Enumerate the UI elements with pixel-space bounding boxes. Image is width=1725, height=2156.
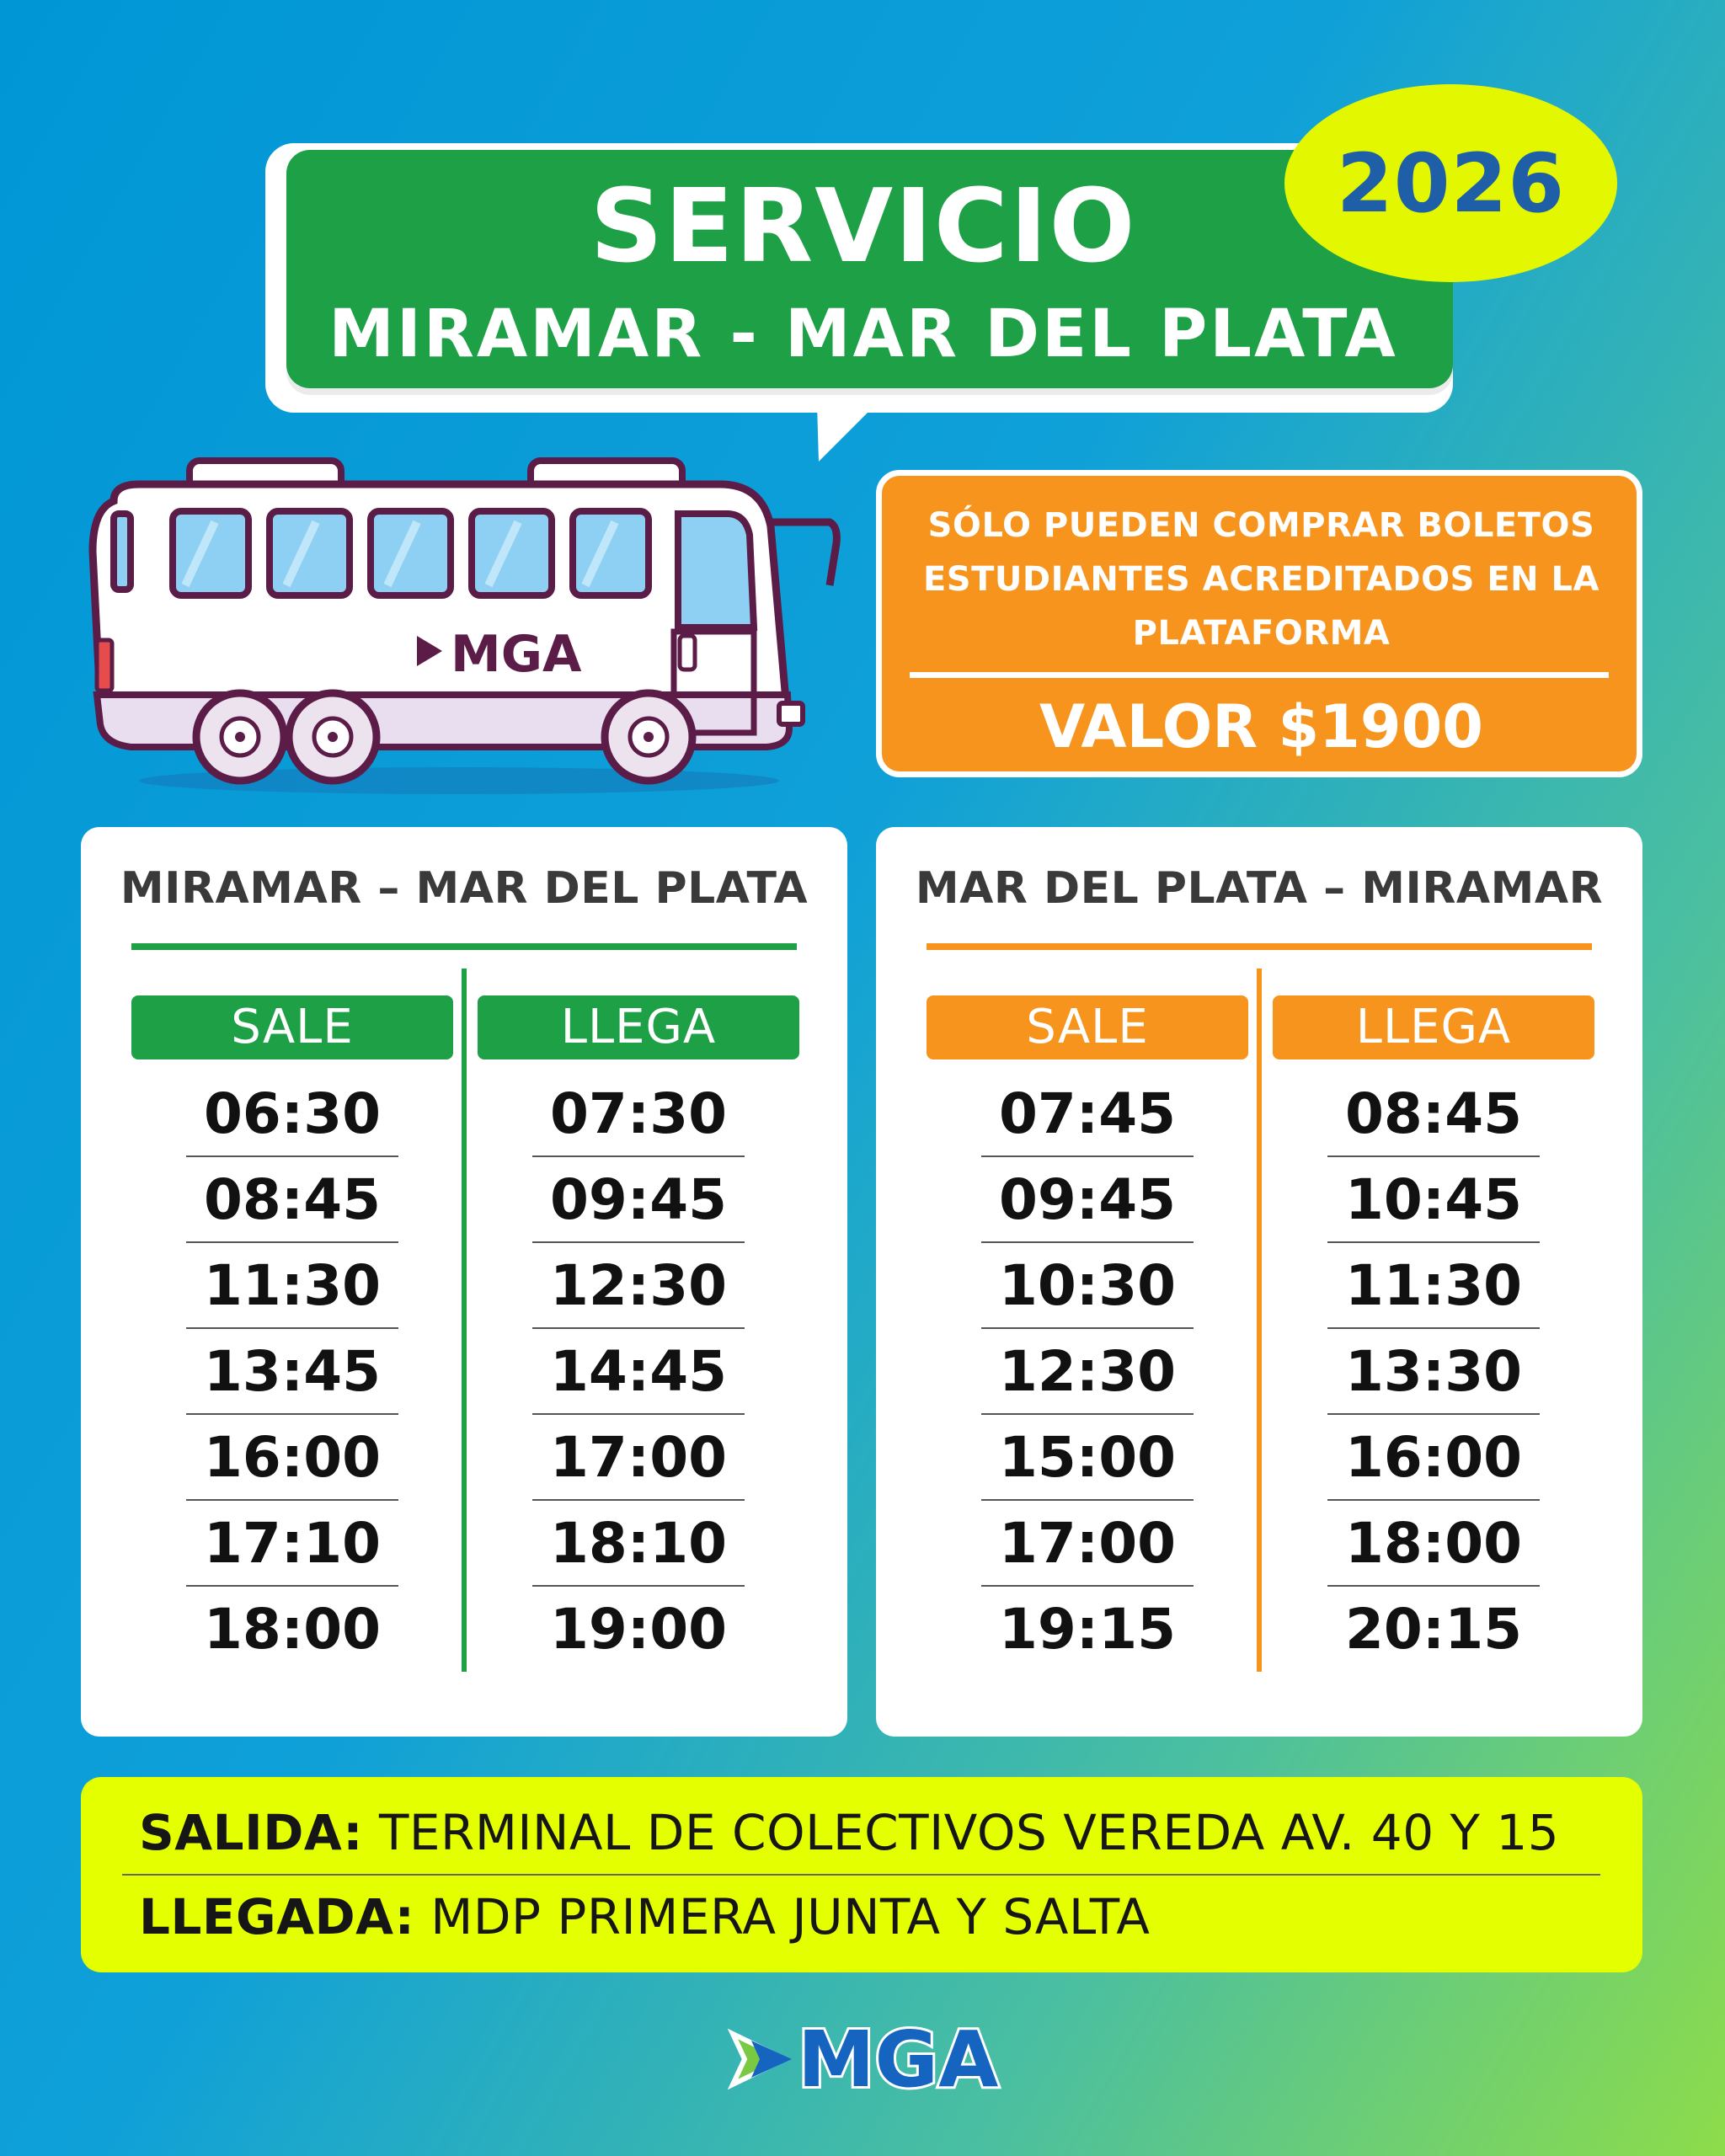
year-badge [1284, 84, 1617, 282]
departure-value: TERMINAL DE COLECTIVOS VEREDA AV. 40 Y 15 [363, 1804, 1560, 1861]
time-cell: 12:30 [532, 1243, 745, 1329]
time-cell: 09:45 [981, 1157, 1194, 1243]
locations-divider [122, 1874, 1600, 1876]
schedule-card-miramar-mdp [81, 827, 847, 1737]
time-cell: 08:45 [186, 1157, 398, 1243]
page-title: SERVICIO [590, 168, 1137, 286]
time-cell: 08:45 [1327, 1071, 1540, 1157]
time-cell: 13:30 [1327, 1329, 1540, 1415]
time-cell: 07:45 [981, 1071, 1194, 1157]
time-cell: 20:15 [1344, 1597, 1523, 1662]
departure-location [139, 1799, 1621, 1866]
bus-logo-text: MGA [451, 625, 582, 684]
time-cell: 06:30 [186, 1071, 398, 1157]
time-cell: 18:00 [203, 1597, 382, 1662]
arrival-label: LLEGADA: [139, 1888, 415, 1945]
column-divider [1257, 969, 1262, 1672]
time-cell: 19:15 [998, 1597, 1177, 1662]
arrive-times [532, 1071, 745, 1673]
arrive-header: LLEGA [478, 995, 799, 1059]
depart-times [981, 1071, 1194, 1673]
time-cell: 19:00 [549, 1597, 728, 1662]
schedule-card-mdp-miramar [876, 827, 1642, 1737]
footer-logo-text: MGA [798, 2015, 999, 2105]
arrive-times [1327, 1071, 1540, 1673]
mga-logo [726, 2009, 1004, 2110]
time-cell: 10:45 [1327, 1157, 1540, 1243]
arrive-header: LLEGA [1273, 995, 1594, 1059]
column-divider [462, 969, 467, 1672]
time-cell: 15:00 [981, 1415, 1194, 1501]
route-underline [131, 943, 797, 950]
bus-illustration [80, 451, 863, 804]
time-cell: 16:00 [186, 1415, 398, 1501]
year-text: 2026 [1336, 136, 1566, 231]
time-cell: 17:00 [981, 1501, 1194, 1587]
eligibility-notice: SÓLO PUEDEN COMPRAR BOLETOS ESTUDIANTES ACREDITADOS EN LA PLATAFORMA [922, 506, 1600, 653]
depart-header: SALE [927, 995, 1248, 1059]
depart-times [186, 1071, 398, 1673]
price-label: VALOR $1900 [1039, 692, 1484, 761]
arrival-location [139, 1883, 1621, 1951]
info-divider [910, 672, 1609, 678]
time-cell: 11:30 [1327, 1243, 1540, 1329]
depart-header: SALE [131, 995, 453, 1059]
time-cell: 07:30 [532, 1071, 745, 1157]
time-cell: 16:00 [1327, 1415, 1540, 1501]
route-title: MAR DEL PLATA – MIRAMAR [915, 863, 1604, 914]
time-cell: 17:10 [186, 1501, 398, 1587]
time-cell: 11:30 [186, 1243, 398, 1329]
arrival-value: MDP PRIMERA JUNTA Y SALTA [414, 1888, 1151, 1945]
route-subtitle: MIRAMAR - MAR DEL PLATA [328, 296, 1398, 372]
route-title: MIRAMAR – MAR DEL PLATA [120, 863, 809, 914]
time-cell: 18:10 [532, 1501, 745, 1587]
time-cell: 13:45 [186, 1329, 398, 1415]
time-cell: 17:00 [532, 1415, 745, 1501]
time-cell: 12:30 [981, 1329, 1194, 1415]
time-cell: 10:30 [981, 1243, 1194, 1329]
departure-label: SALIDA: [139, 1804, 364, 1861]
time-cell: 09:45 [532, 1157, 745, 1243]
time-cell: 14:45 [532, 1329, 745, 1415]
route-underline [927, 943, 1592, 950]
time-cell: 18:00 [1327, 1501, 1540, 1587]
